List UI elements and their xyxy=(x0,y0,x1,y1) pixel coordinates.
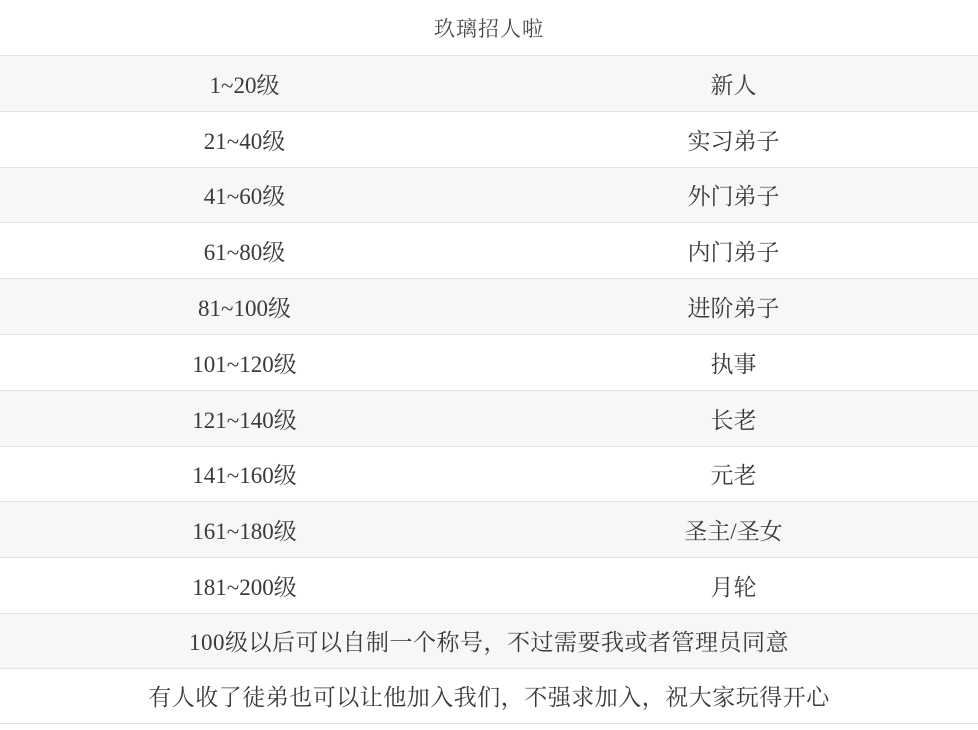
level-cell: 61~80级 xyxy=(203,240,286,266)
table-row xyxy=(0,223,978,279)
level-cell: 141~160级 xyxy=(192,463,297,489)
level-cell: 181~200级 xyxy=(192,575,297,601)
level-cell: 41~60级 xyxy=(203,184,286,210)
rank-cell: 内门弟子 xyxy=(687,240,780,266)
table-row xyxy=(0,502,978,558)
level-cell: 1~20级 xyxy=(209,72,280,98)
table-row xyxy=(0,112,978,168)
page-title: 玖璃招人啦 xyxy=(434,16,544,41)
level-cell: 121~140级 xyxy=(192,407,297,433)
table-row xyxy=(0,447,978,503)
table-row xyxy=(0,558,978,614)
level-cell: 161~180级 xyxy=(192,519,297,545)
level-cell: 101~120级 xyxy=(192,351,297,377)
note-row xyxy=(0,614,978,669)
title-row xyxy=(0,0,978,56)
rank-cell: 圣主/圣女 xyxy=(684,519,783,545)
note-text: 100级以后可以自制一个称号，不过需要我或者管理员同意 xyxy=(189,630,789,656)
rank-cell: 实习弟子 xyxy=(687,128,780,154)
table-row xyxy=(0,391,978,447)
table-row xyxy=(0,279,978,335)
level-cell: 81~100级 xyxy=(198,296,291,322)
level-cell: 21~40级 xyxy=(203,128,286,154)
table-row xyxy=(0,168,978,224)
rank-cell: 新人 xyxy=(710,72,757,98)
rank-cell: 长老 xyxy=(710,407,757,433)
rank-cell: 执事 xyxy=(710,351,757,377)
table-row xyxy=(0,335,978,391)
rank-cell: 月轮 xyxy=(710,575,757,601)
rank-cell: 进阶弟子 xyxy=(687,296,780,322)
rank-cell: 外门弟子 xyxy=(687,184,780,210)
table-row xyxy=(0,56,978,112)
empty-tail-area xyxy=(0,724,978,730)
note-row xyxy=(0,669,978,724)
rank-cell: 元老 xyxy=(710,463,757,489)
note-text: 有人收了徒弟也可以让他加入我们，不强求加入，祝大家玩得开心 xyxy=(148,685,830,711)
